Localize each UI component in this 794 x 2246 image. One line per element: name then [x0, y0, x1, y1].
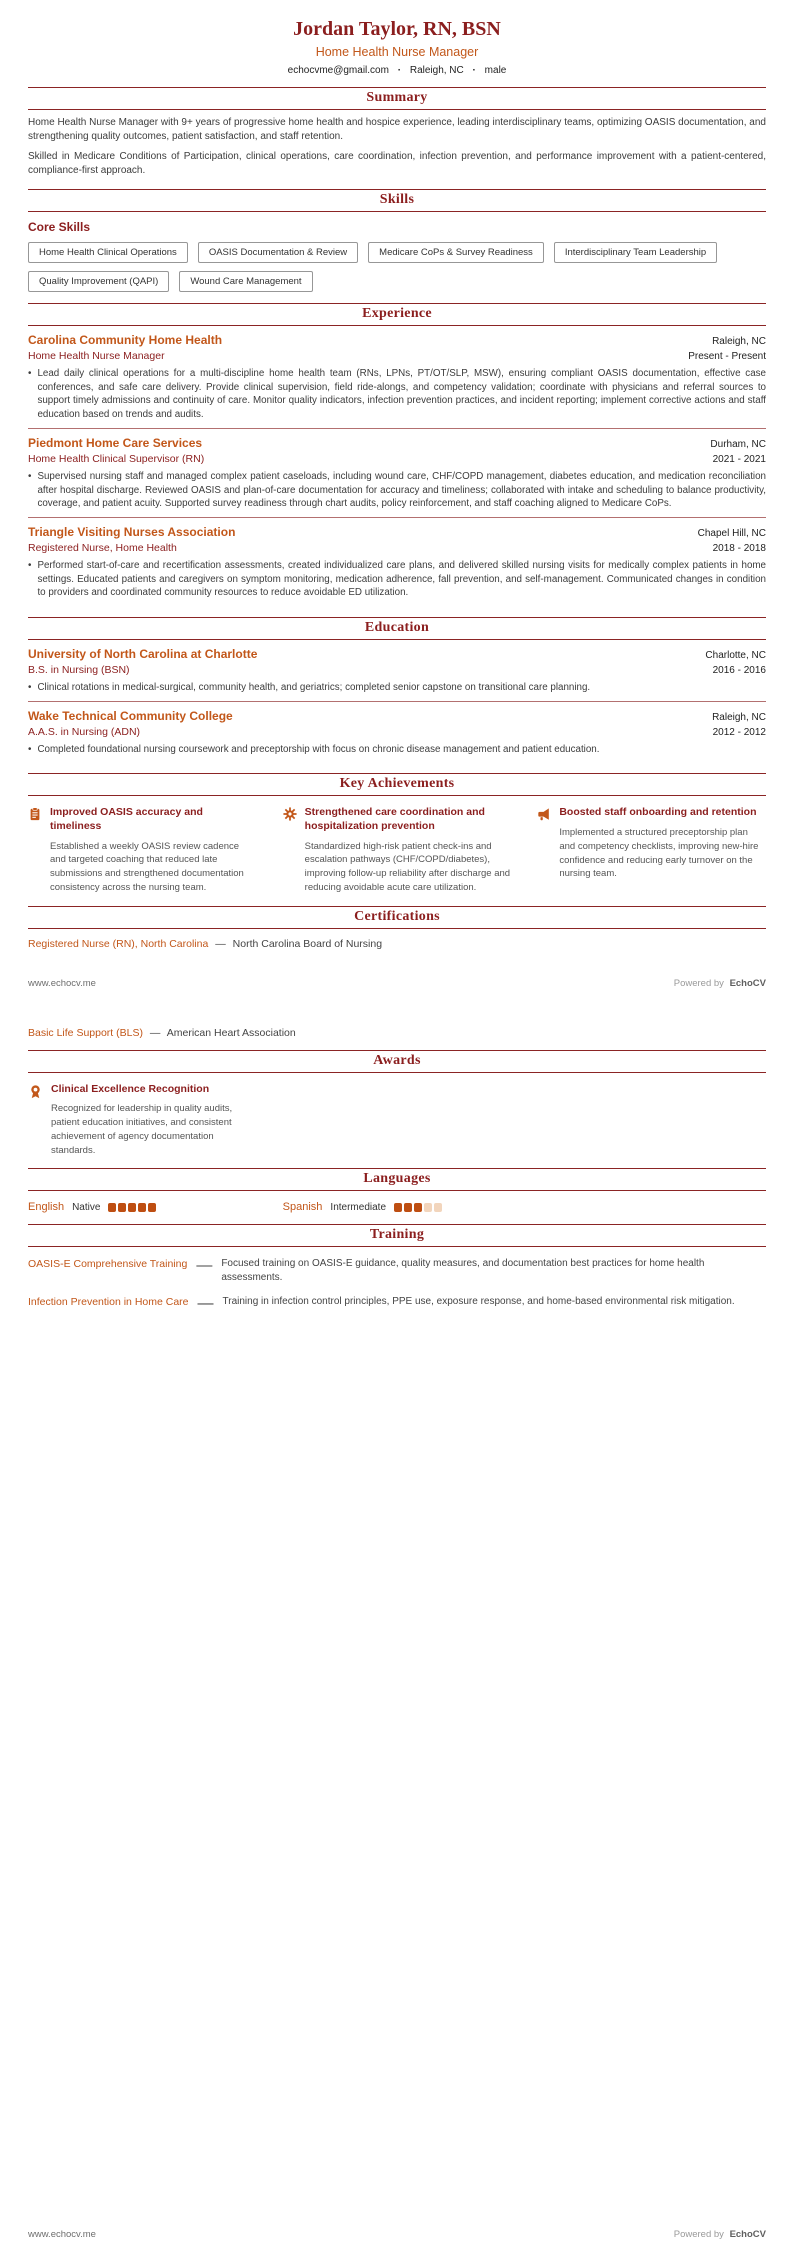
degree-title: B.S. in Nursing (BSN) — [28, 664, 130, 677]
language-level-dot — [138, 1203, 146, 1212]
footer-site-link[interactable]: www.echocv.me — [28, 2229, 96, 2240]
experience-entry-header — [28, 333, 766, 347]
skill-chip: OASIS Documentation & Review — [198, 242, 358, 263]
company-name: Triangle Visiting Nurses Association — [28, 524, 236, 539]
language-level-dot — [424, 1203, 432, 1212]
skill-chip: Quality Improvement (QAPI) — [28, 271, 169, 292]
language-level-dot — [404, 1203, 412, 1212]
school-name: Wake Technical Community College — [28, 708, 233, 723]
languages-heading: Languages — [28, 1168, 766, 1191]
languages-grid — [28, 1201, 766, 1213]
summary-paragraph: Skilled in Medicare Conditions of Participation, clinical operations, care coordination, infection prevention, and performance improvement with a patient-centered, compliance-first approach. — [28, 151, 766, 176]
language-level-dot — [128, 1203, 136, 1212]
certification-issuer: North Carolina Board of Nursing — [232, 937, 383, 950]
award-body: Recognized for leadership in quality audits, patient education initiatives, and consistent achievement of agency documentation standards. — [51, 1103, 233, 1156]
role-dates: Present - Present — [688, 351, 766, 362]
contact-separator: · — [397, 65, 402, 76]
school-name: University of North Carolina at Charlotte — [28, 647, 258, 662]
certification-issuer: American Heart Association — [166, 1026, 296, 1039]
school-location: Raleigh, NC — [712, 711, 766, 723]
certification-item — [28, 938, 766, 950]
email[interactable]: echocvme@gmail.com — [287, 65, 389, 76]
education-entry — [28, 640, 766, 701]
experience-bullet-text: • Lead daily clinical operations for a multi-discipline home health team (RNs, LPNs, PT/OT/SLP, MSW), ensuring compliant OASIS documentation, effective case conferences, and safe care delivery. Provide clinical supervision, field ride-alongs, and competency validation; coordinate with physicians and referral sources to support timely admissions and continuity of care. Monitor quality indicators, infection prevention practices, and incident reporting; implement corrective actions and staff education based on trends and audits. — [37, 368, 766, 421]
resume-header — [28, 18, 766, 76]
education-heading: Education — [28, 617, 766, 640]
experience-entry — [28, 428, 766, 517]
section-awards — [28, 1050, 766, 1158]
person-name: Jordan Taylor, RN, BSN — [293, 18, 501, 40]
awards-heading: Awards — [28, 1050, 766, 1073]
awards-grid — [28, 1083, 766, 1158]
contact-line — [28, 65, 766, 76]
role-dates: 2021 - 2021 — [712, 453, 766, 465]
achievement-content — [50, 806, 257, 894]
achievement-title: Improved OASIS accuracy and timeliness — [50, 806, 203, 833]
language-level-label: Intermediate — [330, 1201, 387, 1213]
education-entry-subheader — [28, 723, 766, 738]
section-training — [28, 1224, 766, 1313]
experience-bullet — [28, 559, 766, 600]
echocv-brand[interactable]: EchoCV — [729, 2229, 766, 2240]
achievement-body: Implemented a structured preceptorship plan and competency checklists, improving new-hire confidence and reducing early turnover on the nursing team. — [559, 827, 759, 880]
experience-bullet-text: • Performed start-of-care and recertification assessments, created individualized care plans, and delivered skilled nursing visits for medically complex patients in home settings. Educated patients and caregivers on symptom monitoring, medication adherence, fall prevention, and self-management. Communicated changes in condition to providers and coordinated community resources to reduce avoidable ED utilization. — [37, 559, 766, 599]
company-name: Carolina Community Home Health — [28, 333, 223, 347]
certification-name: Registered Nurse (RN), North Carolina — [28, 937, 209, 950]
skill-chip: Home Health Clinical Operations — [28, 242, 188, 263]
experience-bullet-text: • Supervised nursing staff and managed complex patient caseloads, including wound care, CHF/COPD management, diabetes education, and medication reconciliation after hospital discharge. Reviewed OASIS and plan-of-care documentation for accuracy and timeliness; collaborated with intake and scheduling to balance productivity, coverage, and patient acuity. Supported survey readiness through chart audits, policy reinforcement, and staff coaching aligned to Medicare CoPs. — [37, 470, 766, 510]
page-footer — [28, 2229, 766, 2240]
achievement-body: Standardized high-risk patient check-ins and escalation pathways (CHF/COPD/diabetes), improving follow-up reliability after discharge and reducing avoidable acute care utilization. — [304, 840, 511, 894]
education-bullet-text: • Clinical rotations in medical-surgical, community health, and geriatrics; completed senior capstone on transitional care planning. — [37, 682, 591, 694]
company-location: Chapel Hill, NC — [697, 527, 766, 539]
training-heading: Training — [28, 1224, 766, 1247]
footer-powered-by — [674, 978, 766, 989]
language-level-dot — [414, 1203, 422, 1212]
footer-powered-by — [674, 2229, 766, 2240]
megaphone-icon — [537, 806, 551, 826]
achievements-grid — [28, 806, 766, 894]
skills-heading: Skills — [28, 189, 766, 212]
footer-site-link[interactable]: www.echocv.me — [28, 977, 96, 989]
section-certifications — [28, 906, 766, 950]
achievement-content — [559, 806, 766, 881]
language-name: English — [28, 1201, 65, 1214]
education-entry — [28, 701, 766, 763]
achievement-body: Established a weekly OASIS review cadence and targeted coaching that reduced late submissions and strengthened documentation consistency across the nursing team. — [50, 840, 244, 894]
education-entry-header — [28, 647, 766, 661]
language-level-label: Native — [72, 1201, 101, 1213]
degree-dates: 2016 - 2016 — [712, 665, 766, 677]
person-job-title: Home Health Nurse Manager — [315, 45, 479, 59]
experience-bullet — [28, 470, 766, 511]
language-level-dot — [118, 1203, 126, 1212]
training-name: OASIS-E Comprehensive Training — [28, 1258, 188, 1271]
achievement-item — [28, 806, 257, 894]
page-footer — [28, 978, 766, 989]
achievements-heading: Key Achievements — [28, 773, 766, 796]
training-name: Infection Prevention in Home Care — [28, 1296, 189, 1309]
award-content — [51, 1083, 257, 1158]
gender: male — [484, 65, 507, 76]
skill-chip-list — [28, 242, 766, 292]
dash-separator: — — [215, 937, 226, 950]
certification-item — [28, 1027, 766, 1039]
achievement-title: Boosted staff onboarding and retention — [559, 806, 757, 819]
certification-name: Basic Life Support (BLS) — [28, 1026, 143, 1039]
language-level-dot — [394, 1203, 402, 1212]
dash-separator: — — [196, 1257, 213, 1275]
skill-chip: Wound Care Management — [179, 271, 312, 292]
degree-title: A.A.S. in Nursing (ADN) — [28, 725, 141, 738]
section-summary — [28, 87, 766, 178]
language-item — [28, 1201, 257, 1213]
language-name: Spanish — [282, 1201, 323, 1214]
experience-entry-header — [28, 436, 766, 450]
section-education — [28, 617, 766, 762]
section-key-achievements — [28, 773, 766, 894]
training-description: Training in infection control principles, PPE use, exposure response, and home-based environmental risk mitigation. — [222, 1296, 735, 1308]
role-dates: 2018 - 2018 — [712, 542, 766, 554]
experience-heading: Experience — [28, 303, 766, 326]
language-level-dot — [108, 1203, 116, 1212]
education-entry-header — [28, 709, 766, 723]
award-title: Clinical Excellence Recognition — [51, 1082, 210, 1095]
school-location: Charlotte, NC — [705, 650, 766, 662]
location: Raleigh, NC — [409, 65, 464, 76]
experience-entry-subheader — [28, 539, 766, 554]
achievement-item — [537, 806, 766, 894]
language-item — [283, 1201, 512, 1213]
company-location: Durham, NC — [710, 438, 766, 450]
language-level-dots — [394, 1203, 442, 1212]
gear-icon — [283, 806, 297, 826]
clipboard-icon — [28, 806, 42, 826]
certifications-heading: Certifications — [28, 906, 766, 929]
dash-separator: — — [197, 1295, 214, 1313]
experience-bullet — [28, 367, 766, 422]
training-item — [28, 1257, 766, 1285]
echocv-brand[interactable]: EchoCV — [729, 977, 766, 989]
section-languages — [28, 1168, 766, 1213]
education-entry-subheader — [28, 661, 766, 676]
skill-chip: Medicare CoPs & Survey Readiness — [368, 242, 544, 263]
role-title: Registered Nurse, Home Health — [28, 541, 177, 554]
skills-group-label: Core Skills — [28, 220, 91, 234]
education-bullet — [28, 743, 766, 757]
company-name: Piedmont Home Care Services — [28, 435, 203, 450]
education-bullet — [28, 681, 766, 695]
powered-by-label: Powered by — [673, 977, 724, 989]
company-location: Raleigh, NC — [712, 336, 766, 347]
language-level-dots — [108, 1203, 156, 1212]
dash-separator: — — [149, 1026, 161, 1039]
achievement-title: Strengthened care coordination and hospitalization prevention — [304, 806, 485, 833]
medal-icon — [28, 1083, 43, 1104]
section-skills — [28, 189, 766, 292]
experience-entry — [28, 517, 766, 606]
summary-heading: Summary — [28, 87, 766, 110]
role-title: Home Health Clinical Supervisor (RN) — [28, 452, 205, 465]
achievement-item — [283, 806, 512, 894]
section-experience — [28, 303, 766, 606]
achievement-content — [305, 806, 512, 894]
degree-dates: 2012 - 2012 — [712, 726, 766, 738]
language-level-dot — [148, 1203, 156, 1212]
role-title: Home Health Nurse Manager — [28, 350, 165, 362]
award-item — [28, 1083, 257, 1158]
language-level-dot — [434, 1203, 442, 1212]
skill-chip: Interdisciplinary Team Leadership — [554, 242, 717, 263]
experience-entry — [28, 326, 766, 428]
summary-paragraph: Home Health Nurse Manager with 9+ years of progressive home health and hospice experience, leading interdisciplinary teams, optimizing OASIS documentation, and strengthening quality outcomes, patient satisfaction, and staff retention. — [28, 117, 766, 142]
training-description: Focused training on OASIS-E guidance, quality measures, and documentation best practices for home health assessments. — [221, 1258, 705, 1284]
experience-entry-header — [28, 525, 766, 539]
education-bullet-text: • Completed foundational nursing coursework and preceptorship with focus on chronic disease management and patient education. — [37, 743, 600, 755]
experience-entry-subheader — [28, 347, 766, 362]
powered-by-label: Powered by — [673, 2229, 724, 2240]
contact-separator: · — [472, 65, 476, 76]
experience-entry-subheader — [28, 450, 766, 465]
training-item — [28, 1295, 766, 1313]
